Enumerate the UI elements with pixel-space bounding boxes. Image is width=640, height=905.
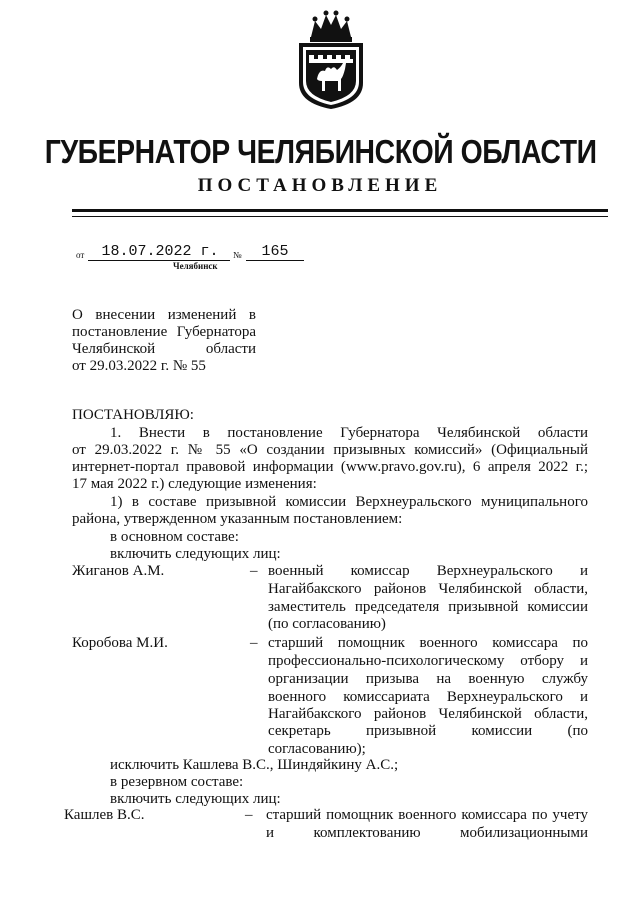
resolve-heading: ПОСТАНОВЛЯЮ: — [72, 407, 194, 423]
person-role-line: (по согласованию) — [268, 616, 386, 632]
document-type: ПОСТАНОВЛЕНИЕ — [197, 175, 443, 196]
reserve-composition-label: в резервном составе: — [110, 774, 244, 790]
subject-line: Челябинской области — [72, 341, 256, 357]
person-dash: – — [250, 563, 258, 579]
person-role-line: согласованию); — [268, 741, 366, 757]
person-role-line: старший помощник военного комиссара по — [268, 635, 588, 651]
person-dash: – — [245, 807, 253, 823]
number-underline — [246, 260, 304, 261]
paragraph-line: 17 мая 2022 г.) следующие изменения: — [72, 476, 317, 492]
person-role-line: профессионально-психологическому отбору и — [268, 653, 588, 669]
person-role-line: секретарь призывной комиссии (по — [268, 723, 588, 739]
chelyabinsk-coat-of-arms-icon — [289, 7, 373, 111]
main-composition-label: в основном составе: — [110, 529, 239, 545]
document-date: 18.07.2022 г. — [101, 243, 219, 260]
date-prefix: от — [76, 250, 85, 260]
subject-line: О внесении изменений в — [72, 307, 256, 323]
subject-line: постановление Губернатора — [72, 324, 256, 340]
person-role-line: старший помощник военного комиссара по учету — [266, 807, 588, 823]
person-name: Коробова М.И. — [72, 635, 168, 651]
person-role-line: военный комиссар Верхнеуральского и — [268, 563, 588, 579]
subject-line: от 29.03.2022 г. № 55 — [72, 358, 206, 374]
paragraph-line: района, утвержденном указанным постановлением: — [72, 511, 403, 527]
number-sign: № — [233, 250, 242, 260]
page-title: ГУБЕРНАТОР ЧЕЛЯБИНСКОЙ ОБЛАСТИ — [44, 133, 597, 170]
person-name: Жиганов А.М. — [72, 563, 165, 579]
header-rule-thin — [72, 216, 608, 217]
city: Челябинск — [173, 261, 218, 271]
person-role-line: организации призыва на военную службу — [268, 671, 588, 687]
exclude-line: исключить Кашлева В.С., Шиндяйкину А.С.; — [110, 757, 399, 773]
paragraph-line: 1) в составе призывной комиссии Верхнеуральского муниципального — [110, 494, 588, 510]
include-label: включить следующих лиц: — [110, 791, 281, 807]
person-role-line: Нагайбакского районов Челябинской области, — [268, 706, 588, 722]
person-name: Кашлев В.С. — [64, 807, 145, 823]
header-rule-thick — [72, 209, 608, 212]
person-role-line: военного комиссариата Верхнеуральского и — [268, 689, 588, 705]
include-label: включить следующих лиц: — [110, 546, 281, 562]
person-dash: – — [250, 635, 258, 651]
document-number: 165 — [261, 243, 289, 260]
paragraph-line: интернет-портал правовой информации (www.pravo.gov.ru), 6 апреля 2022 г.; — [72, 459, 588, 475]
person-role-line: Нагайбакского районов Челябинской области, — [268, 581, 588, 597]
paragraph-line: 1. Внести в постановление Губернатора Челябинской области — [110, 425, 588, 441]
person-role-line: заместитель председателя призывной комиссии — [268, 599, 588, 615]
paragraph-line: от 29.03.2022 г. № 55 «О создании призывных комиссий» (Официальный — [72, 442, 588, 458]
person-role-line: и комплектованию мобилизационными — [266, 825, 588, 841]
